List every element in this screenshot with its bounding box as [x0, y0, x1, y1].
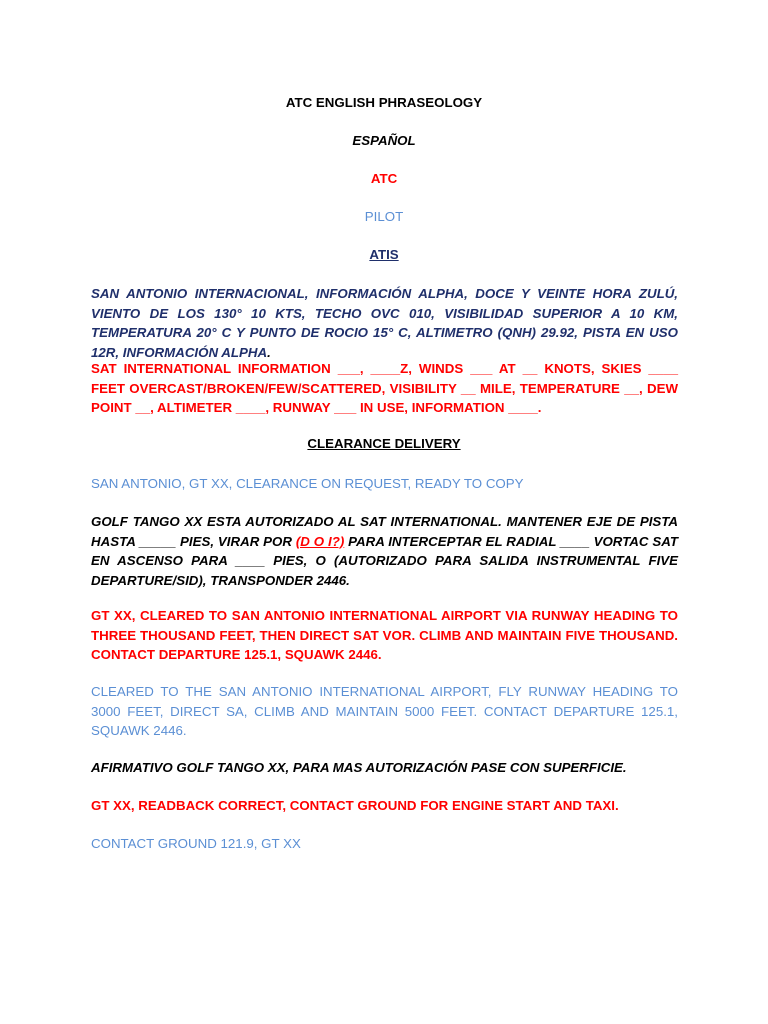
clearance-spanish-affirm: AFIRMATIVO GOLF TANGO XX, PARA MAS AUTORIZACIÓN PASE CON SUPERFICIE. [91, 760, 627, 775]
atis-spanish-paragraph [91, 284, 678, 362]
legend-pilot: PILOT [364, 209, 404, 224]
atis-spanish-period: . [267, 344, 271, 360]
atis-spanish-text: SAN ANTONIO INTERNACIONAL, INFORMACIÓN ALPHA, DOCE Y VEINTE HORA ZULÚ, VIENTO DE LOS 130° 10 KTS, TECHO OVC 010, VISIBILIDAD SUPERIOR A 10 KM, TEMPERATURA 20° C Y PUNTO DE ROCIO 15° C, ALTIMETRO (QNH) 29.92, PISTA EN USO 12R, INFORMACIÓN ALPHA [91, 286, 678, 360]
clearance-atc-readback: GT XX, READBACK CORRECT, CONTACT GROUND FOR ENGINE START AND TAXI. [91, 798, 619, 813]
clearance-spanish-part1: GOLF TANGO XX ESTA AUTORIZADO AL SAT INTERNATIONAL. MANTENER EJE DE PISTA HASTA _____ PIES, VIRAR POR [91, 514, 678, 549]
legend-atc: ATC [370, 171, 398, 186]
clearance-pilot-readback: CLEARED TO THE SAN ANTONIO INTERNATIONAL AIRPORT, FLY RUNWAY HEADING TO 3000 FEET, DIRECT SA, CLIMB AND MAINTAIN 5000 FEET. CONTACT DEPARTURE 125.1, SQUAWK 2446. [91, 684, 678, 738]
clearance-spanish-part2: PARA INTERCEPTAR EL RADIAL ____ VORTAC SAT EN ASCENSO PARA ____ PIES, O (AUTORIZADO PARA SALIDA INSTRUMENTAL FIVE DEPARTURE/SID), TRANSPONDER 2446. [91, 533, 678, 588]
clearance-spanish-highlight: (D O I?) [295, 533, 345, 549]
clearance-pilot-contact: CONTACT GROUND 121.9, GT XX [91, 836, 301, 851]
section-heading-atis: ATIS [369, 247, 399, 262]
section-heading-clearance-delivery: CLEARANCE DELIVERY [307, 436, 461, 451]
atis-atc-paragraph: SAT INTERNATIONAL INFORMATION ___, ____Z, WINDS ___ AT __ KNOTS, SKIES ____ FEET OVERCAST/BROKEN/FEW/SCATTERED, VISIBILITY __ MILE, TEMPERATURE __, DEW POINT __, ALTIMETER ____, RUNWAY ___ IN USE, INFORMATION ____. [91, 361, 678, 415]
document-title: ATC ENGLISH PHRASEOLOGY [285, 95, 483, 110]
legend-espanol: ESPAÑOL [352, 133, 416, 148]
clearance-spanish-paragraph [91, 512, 678, 590]
clearance-atc-paragraph: GT XX, CLEARED TO SAN ANTONIO INTERNATIONAL AIRPORT VIA RUNWAY HEADING TO THREE THOUSAND FEET, THEN DIRECT SAT VOR. CLIMB AND MAINTAIN FIVE THOUSAND. CONTACT DEPARTURE 125.1, SQUAWK 2446. [91, 608, 678, 662]
clearance-pilot-request: SAN ANTONIO, GT XX, CLEARANCE ON REQUEST, READY TO COPY [91, 476, 524, 491]
